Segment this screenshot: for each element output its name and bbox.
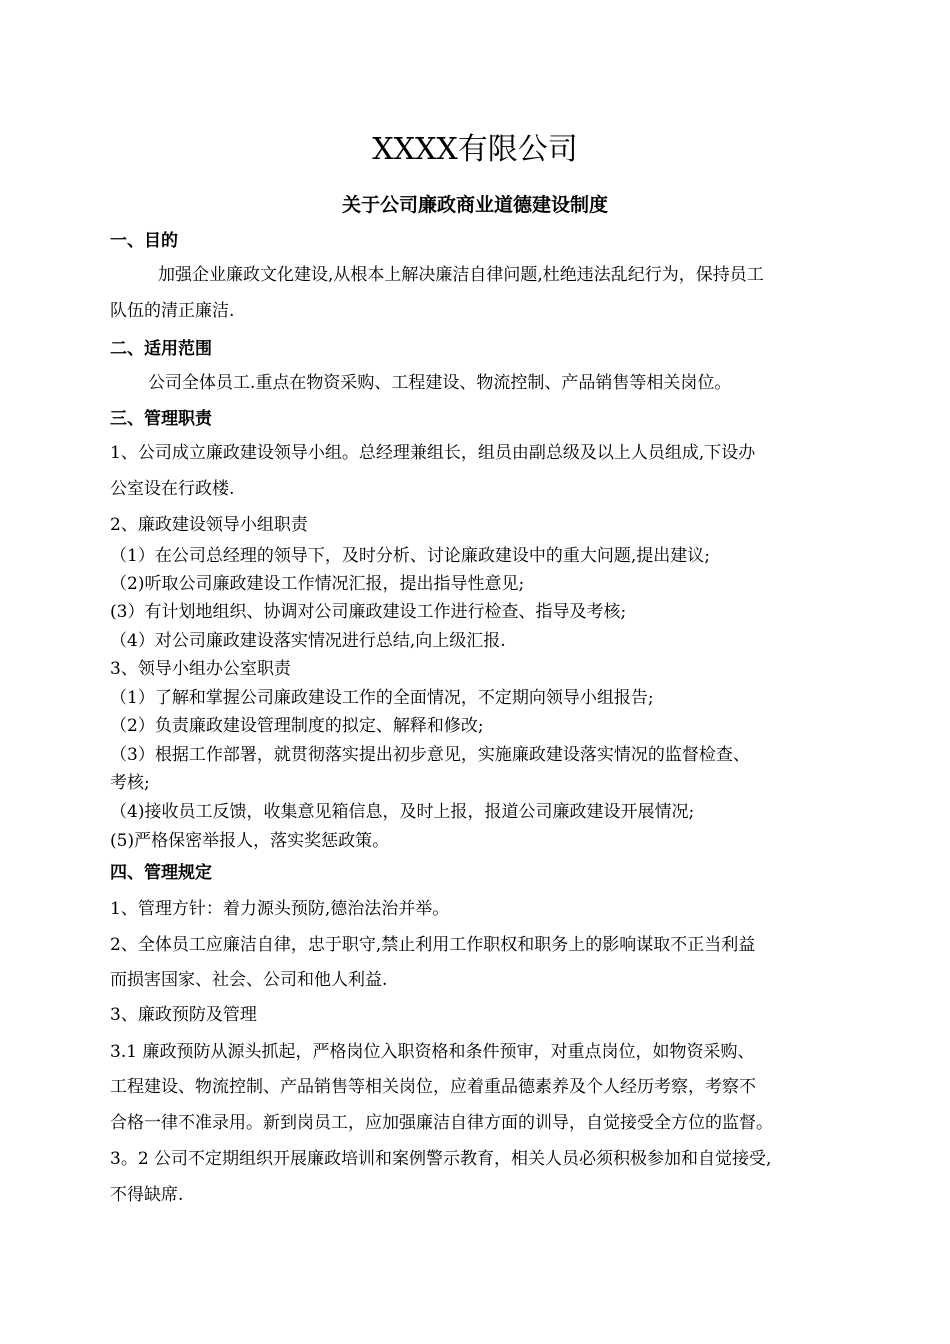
paragraph-line: 而损害国家、社会、公司和他人利益. <box>110 970 388 990</box>
list-item: （2）负责廉政建设管理制度的拟定、解释和修改; <box>110 716 484 736</box>
section-heading: 二、适用范围 <box>110 339 212 359</box>
paragraph-line: 3.1 廉政预防从源头抓起，严格岗位入职资格和条件预审，对重点岗位，如物资采购、 <box>110 1042 755 1062</box>
paragraph-line: 2、全体员工应廉洁自律，忠于职守,禁止利用工作职权和职务上的影响谋取不正当利益 <box>110 935 756 955</box>
list-item: （3）根据工作部署，就贯彻落实提出初步意见，实施廉政建设落实情况的监督检查、 <box>110 745 750 765</box>
list-item: (5)严格保密举报人，落实奖惩政策。 <box>110 831 390 851</box>
paragraph-line: 3、领导小组办公室职责 <box>110 659 291 679</box>
paragraph-line: 公司全体员工.重点在物资采购、工程建设、物流控制、产品销售等相关岗位。 <box>148 373 732 393</box>
list-item: （2)听取公司廉政建设工作情况汇报，提出指导性意见; <box>110 574 525 594</box>
paragraph-line: 工程建设、物流控制、产品销售等相关岗位，应着重品德素养及个人经历考察，考察不 <box>110 1077 756 1097</box>
list-item: （1）了解和掌握公司廉政建设工作的全面情况，不定期向领导小组报告; <box>110 688 654 708</box>
paragraph-line: 2、廉政建设领导小组职责 <box>110 515 308 535</box>
section-heading: 一、目的 <box>110 231 178 251</box>
section-heading: 三、管理职责 <box>110 409 212 429</box>
list-item: （4）对公司廉政建设落实情况进行总结,向上级汇报. <box>110 631 506 651</box>
document-title: XXXX有限公司 <box>372 132 578 167</box>
paragraph-line: 不得缺席. <box>110 1185 184 1205</box>
list-item: （4)接收员工反馈，收集意见箱信息，及时上报，报道公司廉政建设开展情况; <box>110 802 695 822</box>
paragraph-line: 1、管理方针：着力源头预防,德治法治并举。 <box>110 899 450 919</box>
paragraph-line: 3、廉政预防及管理 <box>110 1005 257 1025</box>
paragraph-line: 公室设在行政楼. <box>110 479 235 499</box>
paragraph-line: 3。2 公司不定期组织开展廉政培训和案例警示教育，相关人员必须积极参加和自觉接受, <box>110 1149 772 1169</box>
paragraph-line: 1、公司成立廉政建设领导小组。总经理兼组长，组员由副总级及以上人员组成,下设办 <box>110 443 756 463</box>
document-subtitle: 关于公司廉政商业道德建设制度 <box>341 194 608 216</box>
list-item: (3）有计划地组织、协调对公司廉政建设工作进行检查、指导及考核; <box>110 602 627 622</box>
list-item: （1）在公司总经理的领导下，及时分析、讨论廉政建设中的重大问题,提出建议; <box>110 546 710 566</box>
section-heading: 四、管理规定 <box>110 863 212 883</box>
paragraph-line: 合格一律不准录用。新到岗员工，应加强廉洁自律方面的训导，自觉接受全方位的监督。 <box>110 1113 773 1133</box>
paragraph-line: 加强企业廉政文化建设,从根本上解决廉洁自律问题,杜绝违法乱纪行为，保持员工 <box>158 265 764 285</box>
list-item: 考核; <box>110 773 150 793</box>
paragraph-line: 队伍的清正廉洁. <box>110 301 235 321</box>
